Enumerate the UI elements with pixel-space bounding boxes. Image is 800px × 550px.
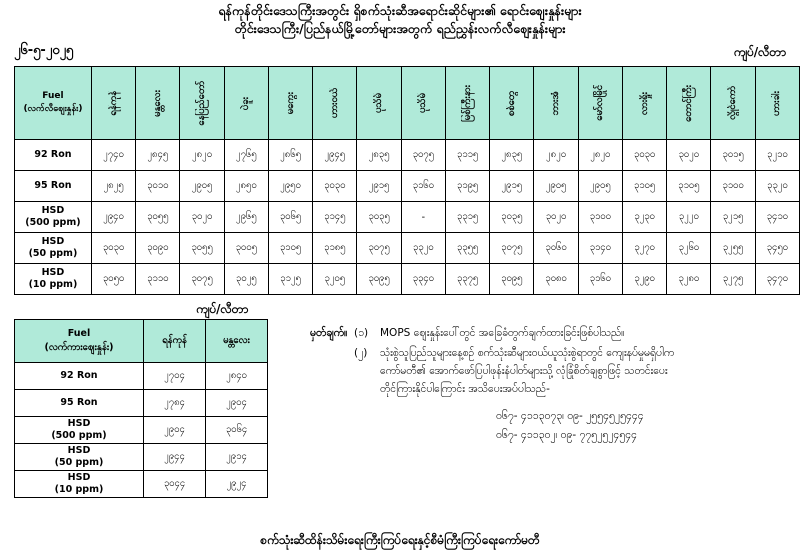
wholesale-fuel-column-header: Fuel (လက်ကားဈေးနှုန်း) [15, 320, 144, 363]
cell-1-14: ၃၁၀၀ [711, 171, 755, 202]
document-header [0, 0, 800, 38]
cell-1-7: ၃၁၆၀ [401, 171, 445, 202]
city-header-11: မော်လမြိုင် [578, 67, 622, 140]
city-header-2: နေပြည်တော် [180, 67, 224, 140]
cell-4-0: ၃၀၅၀ [91, 264, 135, 295]
cell-4-4: ၃၁၂၅ [268, 264, 312, 295]
row-label-0: 92 Ron [15, 140, 92, 171]
table-row [15, 140, 800, 171]
main-table-unit-label: ကျပ်/လီတာ [733, 45, 786, 60]
cell-0-14: ၃၀၁၅ [711, 140, 755, 171]
cell-0-7: ၃၀၇၅ [401, 140, 445, 171]
city-header-8: မြစ်ကြီးနား [445, 67, 489, 140]
city-header-15: ဟားခါး [755, 67, 799, 140]
city-header-9: စစ်တွေ [490, 67, 534, 140]
wholesale-cell-1-1: ၂၉၀၄ [206, 390, 268, 417]
cell-3-6: ၃၀၇၅ [357, 233, 401, 264]
cell-1-1: ၃၀၁၀ [136, 171, 180, 202]
cell-3-2: ၃၀၅၅ [180, 233, 224, 264]
table-row [15, 264, 800, 295]
cell-3-0: ၃၀၃၀ [91, 233, 135, 264]
table-row [15, 171, 800, 202]
cell-0-3: ၂၇၆၅ [224, 140, 268, 171]
cell-0-1: ၂၈၄၅ [136, 140, 180, 171]
cell-4-14: ၃၂၇၅ [711, 264, 755, 295]
wholesale-row-label-4: HSD (10 ppm) [15, 471, 144, 498]
wholesale-row-label-0: 92 Ron [15, 363, 144, 390]
cell-1-0: ၂၈၂၅ [91, 171, 135, 202]
wholesale-cell-0-0: ၂၇၀၄ [144, 363, 206, 390]
cell-3-3: ၃၀၀၅ [224, 233, 268, 264]
wholesale-price-table [14, 319, 268, 498]
cell-2-10: ၃၀၂၀ [534, 202, 578, 233]
cell-4-6: ၃၀၉၅ [357, 264, 401, 295]
cell-3-11: ၃၁၄၀ [578, 233, 622, 264]
cell-0-12: ၃၀၃၀ [622, 140, 666, 171]
city-header-10: ဘားအံ [534, 67, 578, 140]
note-text-2-line-2: ကော်မတီ၏ အောက်ဖော်ပြပါဖုန်းနံပါတ်များသို့ လုံခြုံစိတ်ချစွာဖြင့် သတင်းပေး [380, 364, 668, 377]
cell-3-10: ၃၀၆၀ [534, 233, 578, 264]
city-header-3: ပဲခူး [224, 67, 268, 140]
cell-4-15: ၃၄၇၀ [755, 264, 799, 295]
cell-4-10: ၃၀၈၀ [534, 264, 578, 295]
cell-1-13: ၃၁၀၅ [667, 171, 711, 202]
city-header-6: ပုသိမ် [357, 67, 401, 140]
wholesale-cell-0-1: ၂၈၄၀ [206, 363, 268, 390]
cell-3-5: ၃၁၈၅ [313, 233, 357, 264]
cell-0-11: ၂၈၂၀ [578, 140, 622, 171]
wholesale-cell-3-0: ၂၉၄၄ [144, 444, 206, 471]
cell-0-13: ၃၀၂၀ [667, 140, 711, 171]
cell-3-14: ၃၂၅၅ [711, 233, 755, 264]
city-header-1: မန္တလေး [136, 67, 180, 140]
city-header-4: မကွေး [268, 67, 312, 140]
cell-1-12: ၃၁၀၅ [622, 171, 666, 202]
note-text-2-line-1: သုံးစွဲသူပြည်သူများနေ့စဉ် စက်သုံးဆီများဝယ်ယူသုံးစွဲရာတွင် ကျေးနပ်မှုမရှိပါက [380, 347, 675, 360]
cell-1-8: ၃၁၉၅ [445, 171, 489, 202]
city-header-7: ပုသိမ် [401, 67, 445, 140]
table-row [15, 363, 268, 390]
cell-2-2: ၃၀၂၀ [180, 202, 224, 233]
header-line-2: တိုင်းဒေသကြီး/ပြည်နယ်မြို့တော်များအတွက် ရည်ညွှန်းလက်လီဈေးနှုန်းများ [234, 21, 566, 37]
date-and-unit-row [0, 42, 800, 64]
fuel-header-line-1: Fuel [42, 90, 64, 101]
cell-0-0: ၂၇၄၀ [91, 140, 135, 171]
cell-1-11: ၂၉၀၅ [578, 171, 622, 202]
cell-2-0: ၂၉၄၀ [91, 202, 135, 233]
phone-line-1: ၀၆၇- ၄၁၁၃၀၇၃၊ ၀၉- ၂၅၅၄၅၂၅၄၄၄ [496, 409, 644, 422]
cell-1-10: ၂၉၀၅ [534, 171, 578, 202]
table-row [15, 202, 800, 233]
cell-3-15: ၃၄၅၀ [755, 233, 799, 264]
cell-4-7: ၃၃၄၀ [401, 264, 445, 295]
cell-2-5: ၃၁၄၅ [313, 202, 357, 233]
cell-2-4: ၃၀၆၅ [268, 202, 312, 233]
cell-3-8: ၃၃၅၅ [445, 233, 489, 264]
cell-1-9: ၂၉၁၅ [490, 171, 534, 202]
row-label-1: 95 Ron [15, 171, 92, 202]
cell-3-13: ၃၂၆၀ [667, 233, 711, 264]
cell-4-9: ၃၀၉၅ [490, 264, 534, 295]
note-number-1: (၁) [354, 327, 369, 340]
cell-2-1: ၃၀၅၅ [136, 202, 180, 233]
cell-3-1: ၃၀၉၀ [136, 233, 180, 264]
cell-3-7: ၃၃၂၀ [401, 233, 445, 264]
note-number-2: (၂) [354, 347, 368, 360]
row-label-3: HSD (50 ppm) [15, 233, 92, 264]
wholesale-table-head [15, 320, 268, 363]
cell-0-8: ၃၁၁၅ [445, 140, 489, 171]
report-date: ၂၆-၅-၂၀၂၅ [14, 43, 74, 59]
cell-2-6: ၃၀၃၅ [357, 202, 401, 233]
cell-4-3: ၃၀၂၅ [224, 264, 268, 295]
wholesale-row-label-3: HSD (50 ppm) [15, 444, 144, 471]
wholesale-cell-4-1: ၂၉၂၄ [206, 471, 268, 498]
table-row [15, 444, 268, 471]
fuel-column-header [15, 67, 92, 140]
notes-section [310, 325, 790, 444]
header-line-1: ရန်ကုန်တိုင်းဒေသကြီးအတွင်း ရှိစက်သုံးဆီအရောင်းဆိုင်များ၏ ရောင်းစျေးနှုန်းများ [218, 3, 582, 18]
fuel-header-line-2: (လက်လီဈေးနှုန်း) [23, 104, 83, 115]
cell-4-11: ၃၁၆၀ [578, 264, 622, 295]
cell-1-15: ၃၃၂၀ [755, 171, 799, 202]
retail-price-table [14, 66, 800, 295]
wholesale-cell-4-0: ၃၀၄၄ [144, 471, 206, 498]
note-text-1: MOPS ဈေးနှုန်းပေါ်တွင် အခြေခံတွက်ချက်ထားခြင်းဖြစ်ပါသည်။ [380, 327, 625, 340]
note-item-2 [310, 345, 790, 399]
cell-1-6: ၂၉၁၅ [357, 171, 401, 202]
cell-4-1: ၃၁၁၀ [136, 264, 180, 295]
cell-1-5: ၃၀၃၀ [313, 171, 357, 202]
cell-0-2: ၂၈၂၀ [180, 140, 224, 171]
document-footer: စက်သုံးဆီထိန်းသိမ်းရေးကြီးကြပ်ရေးနှင့်စီမံကြီးကြပ်ရေးကော်မတီ [260, 533, 540, 547]
city-header-14: လွိုင်ကော် [711, 67, 755, 140]
cell-1-4: ၂၉၅၀ [268, 171, 312, 202]
phone-line-2: ၀၆၇- ၄၁၁၃၀၂၊ ၀၉- ၇၇၅၂၅၂၄၅၄၄ [496, 428, 638, 441]
cell-3-12: ၃၂၇၀ [622, 233, 666, 264]
cell-2-12: ၃၂၃၀ [622, 202, 666, 233]
wholesale-cell-1-0: ၂၇၈၄ [144, 390, 206, 417]
cell-2-9: ၃၀၃၅ [490, 202, 534, 233]
city-header-13: တောင်ကြီး [667, 67, 711, 140]
table-row [15, 471, 268, 498]
row-label-4: HSD (10 ppm) [15, 264, 92, 295]
cell-1-2: ၂၉၀၅ [180, 171, 224, 202]
note-item-1 [310, 325, 790, 343]
cell-0-6: ၂၈၃၅ [357, 140, 401, 171]
cell-2-11: ၃၁၀၀ [578, 202, 622, 233]
cell-3-9: ၃၀၇၅ [490, 233, 534, 264]
wholesale-table-unit-label: ကျပ်/လီတာ [196, 302, 249, 317]
cell-1-3: ၂၈၅၀ [224, 171, 268, 202]
table-header-row [15, 67, 800, 140]
cell-4-8: ၃၃၇၅ [445, 264, 489, 295]
wholesale-table-body [15, 363, 268, 498]
table-row [15, 390, 268, 417]
cell-2-15: ၃၄၁၀ [755, 202, 799, 233]
wholesale-row-label-1: 95 Ron [15, 390, 144, 417]
wholesale-cell-3-1: ၂၉၁၄ [206, 444, 268, 471]
cell-2-7: - [401, 202, 445, 233]
wholesale-city-header-0: ရန်ကုန် [144, 320, 206, 363]
cell-4-12: ၃၂၉၀ [622, 264, 666, 295]
table-row [15, 417, 268, 444]
wholesale-cell-2-0: ၂၉၀၄ [144, 417, 206, 444]
cell-0-10: ၂၈၂၀ [534, 140, 578, 171]
city-header-5: ဟားဝယ် [313, 67, 357, 140]
row-label-2: HSD (500 ppm) [15, 202, 92, 233]
cell-4-5: ၃၂၀၅ [313, 264, 357, 295]
cell-0-5: ၂၉၄၅ [313, 140, 357, 171]
cell-2-14: ၃၂၁၅ [711, 202, 755, 233]
cell-4-13: ၃၂၈၀ [667, 264, 711, 295]
cell-0-15: ၃၂၁၀ [755, 140, 799, 171]
contact-phone-list [496, 407, 790, 445]
cell-0-4: ၂၈၆၅ [268, 140, 312, 171]
retail-price-table-head [15, 67, 800, 140]
cell-2-3: ၂၉၆၅ [224, 202, 268, 233]
table-header-row [15, 320, 268, 363]
note-text-2-line-3: တိုင်ကြားနိုင်ပါကြောင်း အသိပေးအပ်ပါသည်- [380, 382, 550, 395]
city-header-0: ရန်ကုန် [91, 67, 135, 140]
retail-price-table-body [15, 140, 800, 295]
cell-2-8: ၃၃၁၅ [445, 202, 489, 233]
cell-2-13: ၃၂၂၀ [667, 202, 711, 233]
cell-0-9: ၂၈၃၅ [490, 140, 534, 171]
cell-3-4: ၃၁၀၅ [268, 233, 312, 264]
notes-lead-label: မှတ်ချက်။ [310, 327, 348, 340]
note-lead-spacer [310, 345, 354, 399]
wholesale-city-header-1: မန္တလေး [206, 320, 268, 363]
note-text-2-wrap [380, 345, 790, 399]
wholesale-cell-2-1: ၃၀၆၄ [206, 417, 268, 444]
cell-4-2: ၃၀၇၅ [180, 264, 224, 295]
city-header-12: လားရှိုး [622, 67, 666, 140]
table-row [15, 233, 800, 264]
wholesale-row-label-2: HSD (500 ppm) [15, 417, 144, 444]
